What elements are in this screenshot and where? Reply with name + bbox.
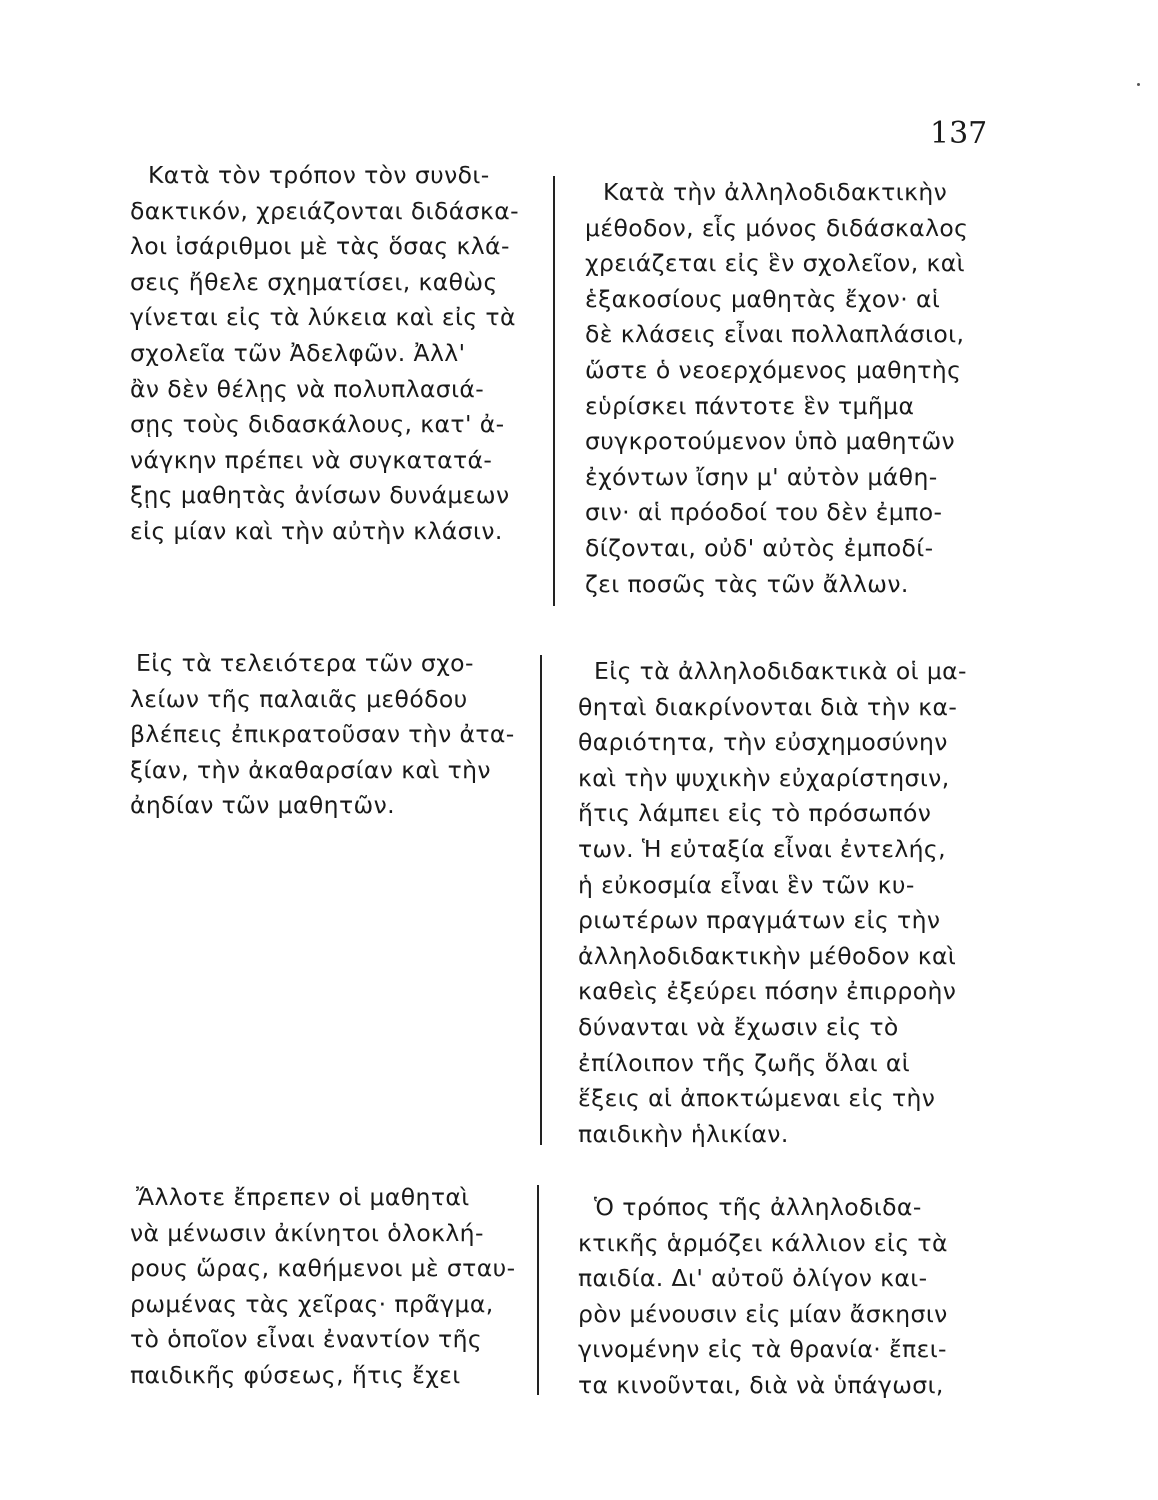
text-line: δίζονται, οὐδ' αὐτὸς ἐμποδί-	[585, 533, 934, 562]
text-line: θαριότητα, τὴν εὐσχημοσύνην	[578, 728, 948, 757]
text-line: λείων τῆς παλαιᾶς μεθόδου	[130, 684, 468, 713]
text-line: ἡ εὐκοσμία εἶναι ἓν τῶν κυ-	[578, 870, 915, 899]
text-line: εἰς μίαν καὶ τὴν αὐτὴν κλάσιν.	[130, 516, 503, 545]
text-line: ὥστε ὁ νεοερχόμενος μαθητὴς	[585, 355, 962, 384]
text-line: ἂν δὲν θέλῃς νὰ πολυπλασιά-	[130, 374, 485, 403]
text-line: ἐπίλοιπον τῆς ζωῆς ὅλαι αἱ	[578, 1048, 911, 1077]
page-speck	[1137, 83, 1140, 86]
text-line: λοι ἰσάριθμοι μὲ τὰς ὅσας κλά-	[130, 232, 510, 261]
text-line: παιδικὴν ἡλικίαν.	[578, 1119, 789, 1148]
text-line: ξῃς μαθητὰς ἀνίσων δυνάμεων	[130, 481, 510, 510]
text-line: νάγκην πρέπει νὰ συγκατατά-	[130, 445, 493, 474]
text-line: των. Ἡ εὐταξία εἶναι ἐντελής,	[578, 834, 946, 863]
text-line: χρειάζεται εἰς ἓν σχολεῖον, καὶ	[585, 249, 965, 278]
text-line: δακτικόν, χρειάζονται διδάσκα-	[130, 196, 520, 225]
text-line: ζει ποσῶς τὰς τῶν ἄλλων.	[585, 569, 909, 598]
text-line: Κατὰ τὴν ἀλληλοδιδακτικὴν	[603, 178, 948, 206]
right-paragraph-2	[578, 654, 967, 1152]
text-line: ἥτις λάμπει εἰς τὸ πρόσωπόν	[578, 799, 932, 828]
text-line: παιδία. Δι' αὐτοῦ ὀλίγον και-	[578, 1264, 928, 1293]
text-line: ριωτέρων πραγμάτων εἰς τὴν	[578, 906, 941, 935]
left-paragraph-2	[130, 646, 515, 824]
text-line: γίνεται εἰς τὰ λύκεια καὶ εἰς τὰ	[130, 303, 516, 332]
text-line: τα κινοῦνται, διὰ νὰ ὑπάγωσι,	[578, 1370, 944, 1399]
text-line: σιν· αἱ πρόοδοί του δὲν ἐμπο-	[585, 498, 943, 527]
text-line: Ὁ τρόπος τῆς ἀλληλοδιδα-	[594, 1193, 922, 1221]
text-line: Εἰς τὰ τελειότερα τῶν σχο-	[136, 649, 474, 677]
text-line: μέθοδον, εἷς μόνος διδάσκαλος	[585, 213, 969, 242]
text-line: δὲ κλάσεις εἶναι πολλαπλάσιοι,	[585, 320, 965, 349]
text-line: εὑρίσκει πάντοτε ἓν τμῆμα	[585, 391, 915, 420]
text-line: ρὸν μένουσιν εἰς μίαν ἄσκησιν	[578, 1299, 948, 1328]
text-line: ἑξακοσίους μαθητὰς ἔχον· αἱ	[585, 284, 941, 313]
text-line: δύνανται νὰ ἔχωσιν εἰς τὸ	[578, 1012, 899, 1041]
text-line: καὶ τὴν ψυχικὴν εὐχαρίστησιν,	[578, 763, 950, 792]
text-line: σεις ἤθελε σχηματίσει, καθὼς	[130, 267, 498, 296]
left-paragraph-1	[130, 158, 519, 550]
page-number: 137	[930, 116, 988, 151]
column-divider-2	[540, 655, 542, 1145]
text-line: θηταὶ διακρίνονται διὰ τὴν κα-	[578, 692, 958, 721]
text-line: ρωμένας τὰς χεῖρας· πρᾶγμα,	[130, 1289, 494, 1318]
left-paragraph-3	[130, 1180, 516, 1394]
text-line: Εἰς τὰ ἀλληλοδιδακτικὰ οἱ μα-	[594, 657, 967, 685]
text-line: ἕξεις αἱ ἀποκτώμεναι εἰς τὴν	[578, 1084, 936, 1113]
text-line: Κατὰ τὸν τρόπον τὸν συνδι-	[148, 161, 490, 189]
right-paragraph-1	[585, 175, 968, 602]
text-line: σχολεῖα τῶν Ἀδελφῶν. Ἀλλ'	[130, 338, 466, 367]
text-line: γινομένην εἰς τὰ θρανία· ἔπει-	[578, 1335, 947, 1364]
text-line: κτικῆς ἁρμόζει κάλλιον εἰς τὰ	[578, 1228, 948, 1257]
text-line: τὸ ὁποῖον εἶναι ἐναντίον τῆς	[130, 1325, 483, 1354]
text-line: νὰ μένωσιν ἀκίνητοι ὁλοκλή-	[130, 1218, 484, 1247]
text-line: ξίαν, τὴν ἀκαθαρσίαν καὶ τὴν	[130, 755, 491, 784]
text-line: Ἄλλοτε ἔπρεπεν οἱ μαθηταὶ	[136, 1183, 470, 1211]
right-paragraph-3	[578, 1190, 948, 1404]
column-divider-3	[537, 1185, 539, 1395]
text-line: παιδικῆς φύσεως, ἥτις ἔχει	[130, 1360, 461, 1389]
text-line: καθεὶς ἐξεύρει πόσην ἐπιρροὴν	[578, 977, 957, 1006]
column-divider-1	[553, 176, 555, 606]
text-line: βλέπεις ἐπικρατοῦσαν τὴν ἀτα-	[130, 720, 515, 749]
text-line: σῃς τοὺς διδασκάλους, κατ' ἀ-	[130, 410, 505, 439]
text-line: συγκροτούμενον ὑπὸ μαθητῶν	[585, 427, 956, 456]
text-line: ἀηδίαν τῶν μαθητῶν.	[130, 791, 395, 820]
text-line: ρους ὥρας, καθήμενοι μὲ σταυ-	[130, 1254, 516, 1283]
text-line: ἐχόντων ἴσην μ' αὐτὸν μάθη-	[585, 462, 938, 491]
text-line: ἀλληλοδιδακτικὴν μέθοδον καὶ	[578, 941, 957, 970]
